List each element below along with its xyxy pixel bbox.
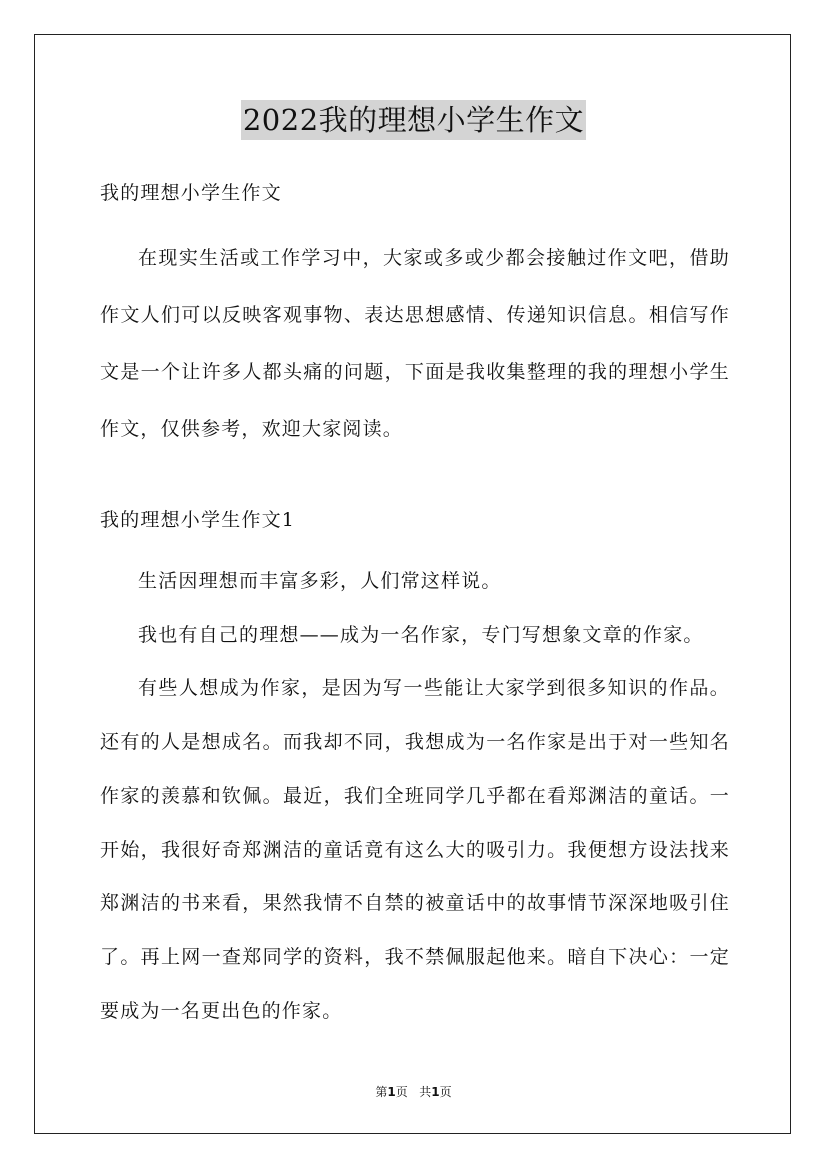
intro-section — [100, 230, 730, 458]
footer-prefix: 第 — [375, 1085, 388, 1099]
title-container — [0, 100, 827, 140]
section-heading: 我的理想小学生作文1 — [100, 509, 296, 531]
intro-heading: 我的理想小学生作文 — [100, 182, 282, 204]
document-title: 2022我的理想小学生作文 — [241, 100, 586, 140]
page-footer — [0, 1083, 827, 1100]
essay-paragraph: 我也有自己的理想——成为一名作家，专门写想象文章的作家。 — [138, 623, 704, 646]
essay-body — [100, 555, 730, 1038]
footer-middle: 页 共 — [395, 1085, 432, 1099]
footer-page-total: 1 — [431, 1085, 440, 1099]
intro-paragraph: 在现实生活或工作学习中，大家或多或少都会接触过作文吧，借助作文人们可以反映客观事物、表达思想感情、传递知识信息。相信写作文是一个让许多人都头痛的问题，下面是我收集整理的我的理想小学生作文，仅供参考，欢迎大家阅读。 — [100, 247, 730, 440]
essay-paragraph: 有些人想成为作家，是因为写一些能让大家学到很多知识的作品。还有的人是想成名。而我却不同，我想成为一名作家是出于对一些知名作家的羡慕和钦佩。最近，我们全班同学几乎都在看郑渊洁的童话。一开始，我很好奇郑渊洁的童话竟有这么大的吸引力。我便想方设法找来郑渊洁的书来看，果然我情不自禁的被童话中的故事情节深深地吸引住了。再上网一查郑同学的资料，我不禁佩服起他来。暗自下决心：一定要成为一名更出色的作家。 — [100, 677, 730, 1022]
footer-page-number: 1 — [387, 1085, 396, 1099]
essay-paragraph: 生活因理想而丰富多彩，人们常这样说。 — [138, 570, 502, 592]
footer-suffix: 页 — [439, 1085, 452, 1099]
